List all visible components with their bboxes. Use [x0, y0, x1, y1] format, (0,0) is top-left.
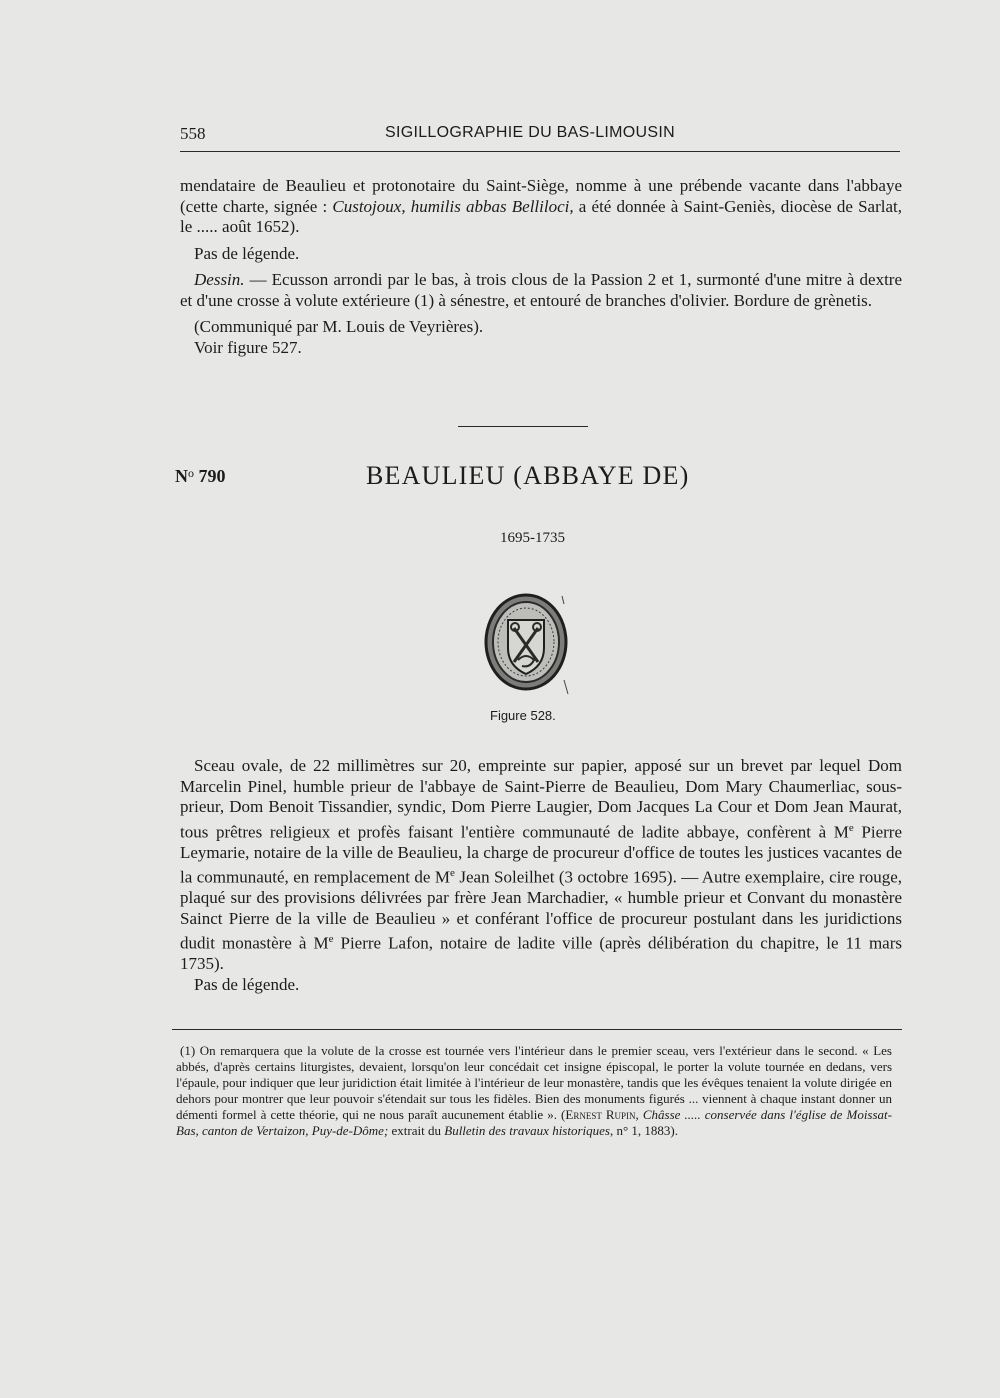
page-number: 558 — [180, 124, 206, 143]
dessin-label: Dessin. — [194, 270, 245, 289]
footnote-sep: , — [635, 1107, 643, 1122]
footnote-rule — [172, 1029, 902, 1030]
entry-number-value: 790 — [198, 466, 226, 486]
footnote-text-end: , n° 1, 1883). — [609, 1123, 679, 1138]
body-legend-line: Pas de légende. — [194, 974, 300, 994]
footnote-bulletin-title: Bulletin des travaux historiques — [444, 1123, 610, 1138]
superscript-e: e — [450, 867, 455, 880]
entry-dates: 1695-1735 — [500, 530, 565, 546]
charter-signature: Custojoux, humilis abbas Belliloci, — [332, 196, 574, 216]
figure-caption: Figure 528. — [490, 708, 556, 723]
seal-description-text-4: Pierre Lafon, notaire de ladite ville (après délibération du chapitre, le 11 mars 1735). — [180, 933, 902, 974]
seal-illustration — [482, 590, 572, 700]
running-title: SIGILLOGRAPHIE DU BAS-LIMOUSIN — [385, 124, 675, 141]
header-rule — [180, 151, 900, 152]
section-divider — [458, 426, 588, 427]
previous-entry-continuation — [180, 176, 902, 358]
superscript-e: e — [848, 821, 854, 834]
entry-body — [180, 756, 902, 995]
seal-description-text: Sceau ovale, de 22 millimètres sur 20, empreinte sur papier, apposé sur un brevet par lequel Dom Marcelin Pinel, humble prieur de l'abbaye de Saint-Pierre de Beaulieu, Dom Mary Chaumerliac, sous-prieur, Dom Benoit Tissandier, syndic, Dom Pierre Laugier, Dom Jacques La Cour et Dom Jean Maurat, tous prêtres religieux et profès faisant l'entière communauté de ladite abbaye, confèrent à M — [180, 756, 902, 842]
charter-text-end: a été donnée à Saint-Geniès, diocèse de Sarlat, le ..... août 1652). — [180, 196, 903, 236]
entry-number-sup: o — [188, 466, 194, 480]
footnote-text-2: extrait du — [388, 1123, 445, 1138]
dessin-paragraph — [180, 270, 902, 311]
entry-title: BEAULIEU (ABBAYE DE) — [366, 461, 690, 490]
dessin-text: — Ecusson arrondi par le bas, à trois clous de la Passion 2 et 1, surmonté d'une mitre à dextre et d'une crosse à volute extérieure (1) à sénestre, et entouré de branches d'olivier. Bordure de grènetis. — [180, 270, 902, 310]
footnote — [176, 1043, 892, 1139]
footnote-author: Ernest Rupin — [565, 1107, 636, 1122]
communique-line: (Communiqué par M. Louis de Veyrières). — [194, 317, 484, 336]
footnote-text: (1) On remarquera que la volute de la crosse est tournée vers l'intérieur dans le premier sceau, vers l'extérieur dans le second. « Les abbés, d'après certains liturgistes, devaient, lorsqu'on leur concédait cet insigne épiscopal, le porter la volute tournée en dedans, vers l'épaule, pour indiquer que leur juridiction était limitée à l'intérieur de leur monastère, tandis que les évêques tenaient la volute dirigée en dehors pour montrer que leur pouvoir s'étendait sur tous les fidèles. Bien des monuments figurés ... viennent à chaque instant donner un démenti formel à cette théorie, qui ne nous paraît aucunement établie ». ( — [176, 1043, 892, 1122]
superscript-e: e — [328, 933, 334, 946]
legend-line: Pas de légende. — [194, 243, 300, 263]
charter-text: mendataire de Beaulieu et protonotaire du Saint-Siège, nomme à une prébende vacante dans l'abbaye (cette charte, signée : — [180, 176, 902, 216]
running-head — [180, 120, 900, 150]
seal-description-text-3: Jean Soleilhet (3 octobre 1695). — Autre exemplaire, cire rouge, plaqué sur des provisions délivrées par frère Jean Marchadier, « humble prieur et Convant du monastère Sainct Pierre de la ville de Beaulieu » et conférant l'office de procureur postulant dans les juridictions dudit monastère à M — [180, 867, 903, 953]
footnote-work-title: Châsse ..... conservée dans l'église de Moissat-Bas, canton de Vertaizon, Puy-de-Dôme; — [176, 1107, 892, 1138]
entry-number — [175, 466, 226, 487]
seal-description-text-2: Pierre Leymarie, notaire de la ville de Beaulieu, la charge de procureur d'office de toutes les justices vacantes de la communauté, en remplacement de M — [180, 822, 902, 887]
entry-number-prefix: N — [175, 466, 188, 486]
voir-figure-line: Voir figure 527. — [194, 337, 302, 357]
charter-paragraph — [180, 176, 902, 238]
seal-description — [180, 756, 902, 975]
